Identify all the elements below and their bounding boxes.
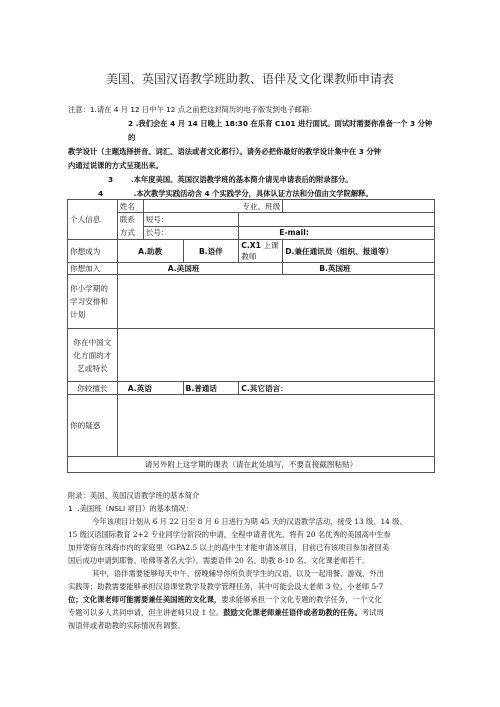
option-mandarin[interactable]: B.普通话: [183, 382, 239, 395]
study-plan-field[interactable]: [117, 275, 434, 329]
note-2: 2 .我们会在 4 月 14 日晚上 18:30 在乐育 C101 进行面试。面试时需要你准备一个 3 分钟的: [128, 119, 433, 142]
appendix-subheading: 1 .美国班（NSLI 项目）的基本情况：: [68, 504, 194, 513]
doubts-field[interactable]: [117, 395, 434, 457]
option-correspondent[interactable]: D.兼任通讯员（组织、报道等）: [283, 240, 435, 263]
note-2-cont: 教学设计（主题选择拼音、词汇、语法或者文化都行）。请务必把你最好的教学设计集中在 3 分钟: [68, 147, 381, 156]
appendix-section: [68, 489, 440, 632]
timetable-note: 请另外附上这学期的课表（请在此处填写，不要直接截图粘贴）: [68, 457, 435, 473]
email-field[interactable]: E-mail:: [239, 226, 435, 240]
culture-talent-field[interactable]: [117, 329, 434, 382]
note-4: 4 .本次教学实践活动含 4 个实践学分，具体认证方法和分值由文学院解释。: [98, 189, 373, 198]
culture-talent-label: 你在中国文化方面的才艺或特长: [68, 329, 118, 382]
appendix-para-2-line-4: 专题可以多人共同申请，但主讲老师只设 1 位。鼓励文化课老师兼任语伴或者助教的任务。考试周: [68, 608, 384, 617]
doubts-label: 你的疑惑: [68, 395, 118, 457]
want-be-label: 你想成为: [68, 240, 118, 263]
option-english[interactable]: A.英语: [117, 382, 183, 395]
name-field[interactable]: 专业、班级: [143, 200, 282, 213]
study-plan-label: 你小学期的学习安排和计划: [68, 275, 118, 329]
note-3: 3 .本年度美国、英国汉语教学班的基本简介请见申请表后的附录部分。: [108, 175, 353, 184]
appendix-para-2-line-3: 位；文化课老师可能需要兼任美国班的文化课，要求能够承担一个文化专题的教学任务，一个文化: [68, 595, 382, 604]
long-number-field[interactable]: 长号：: [143, 226, 239, 240]
option-us-class[interactable]: A.美国班: [117, 263, 282, 275]
option-language-partner[interactable]: B.语伴: [183, 240, 239, 263]
appendix-para-2-line-1: 其中，语伴需要能够每天中午、傍晚辅导你所负责学生的汉语，以及一起用餐、游戏、外出: [92, 569, 384, 578]
option-culture-teacher[interactable]: C.X1 上课教师: [239, 240, 283, 263]
major-grade-field[interactable]: [283, 200, 435, 213]
note-1: 注意：1.请在 4 月 12 日中午 12 点之前把这封简历的电子版发到电子邮箱：: [68, 105, 317, 114]
note-2-cont2: 内通过说课的方式呈现出来。: [68, 161, 163, 170]
contact-label: 联系方式: [117, 213, 143, 240]
appendix-heading: 附录：美国、英国汉语教学班的基本简介: [68, 491, 200, 500]
appendix-para-2-line-5: 视语伴或者助教的实际情况有调整。: [68, 621, 185, 630]
option-uk-class[interactable]: B.英国班: [283, 263, 435, 275]
appendix-para-1-line-3: 加并寄宿在珠海市内的家庭里（GPA2.5 以上的高中生才能申请该项目，目前已有该项目参加者回美: [68, 543, 390, 552]
personal-info-label: 个人信息: [68, 200, 118, 240]
short-number-field[interactable]: 短号：: [143, 213, 239, 227]
appendix-para-1-line-2: 15 级汉语国际教育 2+2 专业同学分阶段的申请，全程申请者优先，将有 20 名优秀的美国高中生参: [68, 530, 391, 539]
appendix-para-1-line-1: 今年该项目计划从 6 月 22 日至 8 月 6 日进行为期 45 天的汉语教学活动，接受 13 级、14 级、: [92, 517, 407, 526]
good-at-label: 你较擅长: [68, 382, 118, 395]
notes-section: [68, 103, 438, 201]
name-label: 姓名: [117, 200, 143, 213]
page-title: 美国、英国汉语教学班助教、语伴及文化课教师申请表: [105, 72, 394, 86]
application-form-table: [67, 199, 435, 473]
short-number-space: [239, 213, 435, 227]
appendix-para-1-line-4: 国后成功申请到耶鲁、哈佛等著名大学），需要语伴 20 名、助教 8-10 名、文化课老师若干。: [68, 556, 370, 565]
option-other-language[interactable]: C.其它语言：: [239, 382, 435, 395]
want-join-label: 你想加入: [68, 263, 118, 275]
option-ta[interactable]: A.助教: [117, 240, 183, 263]
appendix-para-2-line-2: 实践等；助教需要能够承担汉语课堂教学及教学管理任务，其中可能会设大老师 3 位，小老师 5-7: [68, 582, 384, 591]
